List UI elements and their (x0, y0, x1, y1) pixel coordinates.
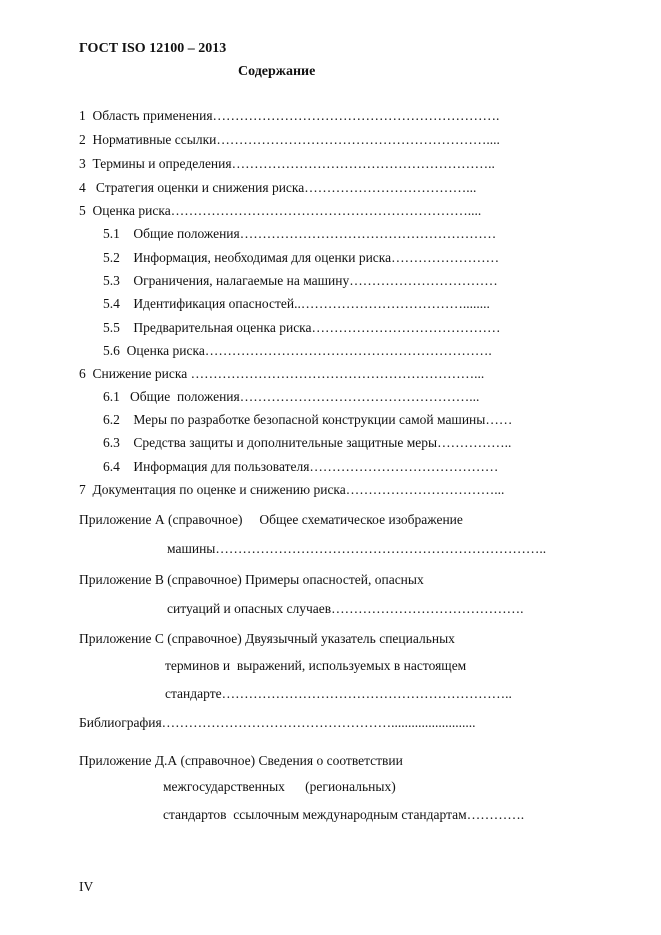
toc-item-5-1: 5.1 Общие положения………………………………………………… (103, 226, 497, 241)
toc-item-3: 3 Термины и определения………………………………………………….. (79, 156, 499, 171)
appendix-a-continued: машины……………………………………………………………….. (167, 541, 547, 556)
toc-item-5-2: 5.2 Информация, необходимая для оценки риска…………………… (103, 250, 500, 265)
bibliography: Библиография……………………………………………......................... (79, 715, 476, 730)
appendix-a-title: Приложение А (справочное) Общее схематическое изображение (79, 512, 463, 527)
toc-item-1: 1 Область применения………………………………………………………. (79, 108, 500, 123)
toc-item-5-4: 5.4 Идентификация опасностей..………………………………........ (103, 296, 490, 311)
appendix-b-continued: ситуаций и опасных случаев……………………………………. (167, 601, 524, 616)
appendix-da-continued-2: стандартов ссылочным международным стандартам…………. (163, 807, 525, 822)
appendix-da-title: Приложение Д.А (справочное) Сведения о соответствии (79, 753, 403, 768)
toc-item-5: 5 Оценка риска………………………………………………………….... (79, 203, 482, 218)
appendix-da-continued-1: межгосударственных (региональных) (163, 779, 396, 794)
appendix-c-continued-2: стандарте……………………………………………………….. (165, 686, 512, 701)
toc-item-6-4: 6.4 Информация для пользователя…………………………………… (103, 459, 499, 474)
toc-item-2: 2 Нормативные ссылки…………………………………………………….... (79, 132, 500, 147)
toc-item-6-1: 6.1 Общие положения……………………………………………... (103, 389, 480, 404)
toc-item-6: 6 Снижение риска ………………………………………………………... (79, 366, 485, 381)
appendix-b-title: Приложение В (справочное) Примеры опасностей, опасных (79, 572, 424, 587)
toc-item-6-2: 6.2 Меры по разработке безопасной конструкции самой машины…… (103, 412, 513, 427)
toc-item-5-5: 5.5 Предварительная оценка риска…………………………………… (103, 320, 501, 335)
toc-item-4: 4 Стратегия оценки и снижения риска………………………………... (79, 180, 477, 195)
appendix-c-continued-1: терминов и выражений, используемых в настоящем (165, 658, 467, 673)
toc-item-7: 7 Документация по оценке и снижению риска……………………………... (79, 482, 505, 497)
appendix-c-title: Приложение С (справочное) Двуязычный указатель специальных (79, 631, 455, 646)
page-number: IV (79, 879, 94, 894)
document-code: ГОСТ ISO 12100 – 2013 (79, 41, 227, 56)
toc-item-5-3: 5.3 Ограничения, налагаемые на машину…………………………… (103, 273, 498, 288)
toc-item-5-6: 5.6 Оценка риска………………………………………………………. (103, 343, 492, 358)
toc-item-6-3: 6.3 Средства защиты и дополнительные защитные меры…………….. (103, 435, 512, 450)
page-title: Содержание (238, 64, 316, 79)
